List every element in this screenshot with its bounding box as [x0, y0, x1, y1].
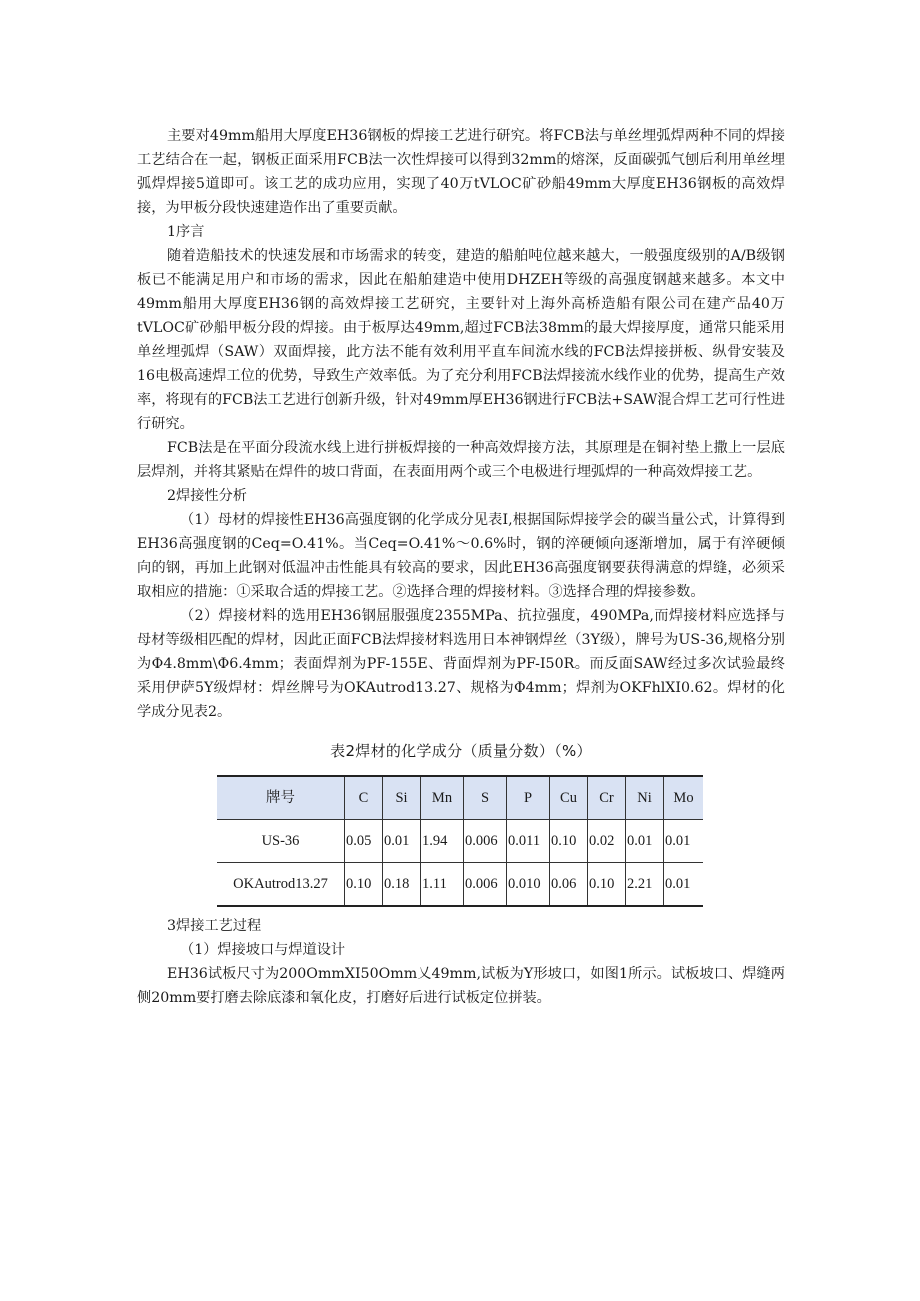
header-c: C [345, 776, 383, 820]
section-3-paragraph-1: EH36试板尺寸为200OmmXI50Omm乂49mm,试板为Y形坡口，如图1所示。试板坡口、焊缝两侧20mm要打磨去除底漆和氧化皮，打磨好后进行试板定位拼装。 [137, 966, 785, 1006]
cell-mo: 0.01 [664, 820, 704, 863]
header-mo: Mo [664, 776, 704, 820]
section-2-paragraph-2: （2）焊接材料的选用EH36钢屈服强度2355MPa、抗拉强度，490MPa,而焊接材料应选择与母材等级相匹配的焊材，因此正面FCB法焊接材料选用日本神钢焊丝（3Y级），牌号为US-36,规格分别为Φ4.8mm\Φ6.4mm；表面焊剂为PF-155E、背面焊剂为PF-I50R。而反面SAW经过多次试验最终采用伊萨5Y级焊材：焊丝牌号为OKAutrod13.27、规格为Φ4mm；焊剂为OKFhlXI0.62。焊材的化学成分见表2。 [137, 608, 785, 720]
cell-c: 0.10 [345, 863, 383, 907]
table-2-caption: 表2焊材的化学成分（质量分数）（%） [330, 742, 592, 760]
cell-grade: OKAutrod13.27 [217, 863, 345, 907]
table-2-welding-materials [217, 775, 703, 907]
header-grade: 牌号 [217, 776, 345, 820]
cell-c: 0.05 [345, 820, 383, 863]
table-header-row [217, 776, 703, 820]
header-cr: Cr [588, 776, 626, 820]
section-1-paragraph-2: FCB法是在平面分段流水线上进行拼板焊接的一种高效焊接方法，其原理是在铜衬垫上撒上一层底层焊剂，并将其紧贴在焊件的坡口背面，在表面用两个或三个电极进行埋弧焊的一种高效焊接工艺。 [137, 440, 785, 480]
cell-s: 0.006 [464, 820, 507, 863]
cell-cr: 0.10 [588, 863, 626, 907]
header-ni: Ni [626, 776, 664, 820]
abstract-paragraph: 主要对49mm船用大厚度EH36钢板的焊接工艺进行研究。将FCB法与单丝埋弧焊两种不同的焊接工艺结合在一起，钢板正面采用FCB法一次性焊接可以得到32mm的熔深，反面碳弧气刨后利用单丝埋弧焊焊接5道即可。该工艺的成功应用，实现了40万tVLOC矿砂船49mm大厚度EH36钢板的高效焊接，为甲板分段快速建造作出了重要贡献。 [137, 128, 785, 216]
cell-cu: 0.06 [550, 863, 588, 907]
cell-p: 0.010 [507, 863, 550, 907]
cell-si: 0.01 [383, 820, 421, 863]
section-1-heading: 1序言 [167, 224, 205, 240]
header-si: Si [383, 776, 421, 820]
cell-ni: 0.01 [626, 820, 664, 863]
header-s: S [464, 776, 507, 820]
table-row [217, 820, 703, 863]
cell-cu: 0.10 [550, 820, 588, 863]
cell-ni: 2.21 [626, 863, 664, 907]
table-row [217, 863, 703, 907]
section-1-paragraph-1: 随着造船技术的快速发展和市场需求的转变，建造的船舶吨位越来越大，一般强度级别的A/B级钢板已不能满足用户和市场的需求，因此在船舶建造中使用DHZEH等级的高强度钢越来越多。本文中49mm船用大厚度EH36钢的高效焊接工艺研究，主要针对上海外高桥造船有限公司在建产品40万tVLOC矿砂船甲板分段的焊接。由于板厚达49mm,超过FCB法38mm的最大焊接厚度，通常只能采用单丝埋弧焊（SAW）双面焊接，此方法不能有效利用平直车间流水线的FCB法焊接拼板、纵骨安装及16电极高速焊工位的优势，导致生产效率低。为了充分利用FCB法焊接流水线作业的优势，提高生产效率，将现有的FCB法工艺进行创新升级，针对49mm厚EH36钢进行FCB法+SAW混合焊工艺可行性进行研究。 [137, 248, 785, 432]
cell-p: 0.011 [507, 820, 550, 863]
section-3-heading: 3焊接工艺过程 [167, 918, 262, 934]
cell-si: 0.18 [383, 863, 421, 907]
section-2-heading: 2焊接性分析 [167, 488, 247, 504]
header-cu: Cu [550, 776, 588, 820]
section-2-paragraph-1: （1）母材的焊接性EH36高强度钢的化学成分见表I,根据国际焊接学会的碳当量公式，计算得到EH36高强度钢的Ceq=O.41%。当Ceq=O.41%～0.6%时，钢的淬硬倾向逐渐增加，属于有淬硬倾向的钢，再加上此钢对低温冲击性能具有较高的要求，因此EH36高强度钢要获得满意的焊缝，必须采取相应的措施：①采取合适的焊接工艺。②选择合理的焊接材料。③选择合理的焊接参数。 [137, 512, 785, 600]
cell-s: 0.006 [464, 863, 507, 907]
section-3-subheading-1: （1）焊接坡口与焊道设计 [180, 942, 346, 958]
header-mn: Mn [421, 776, 464, 820]
cell-mn: 1.11 [421, 863, 464, 907]
cell-cr: 0.02 [588, 820, 626, 863]
header-p: P [507, 776, 550, 820]
document-page [137, 124, 785, 1010]
cell-mn: 1.94 [421, 820, 464, 863]
cell-grade: US-36 [217, 820, 345, 863]
cell-mo: 0.01 [664, 863, 704, 907]
